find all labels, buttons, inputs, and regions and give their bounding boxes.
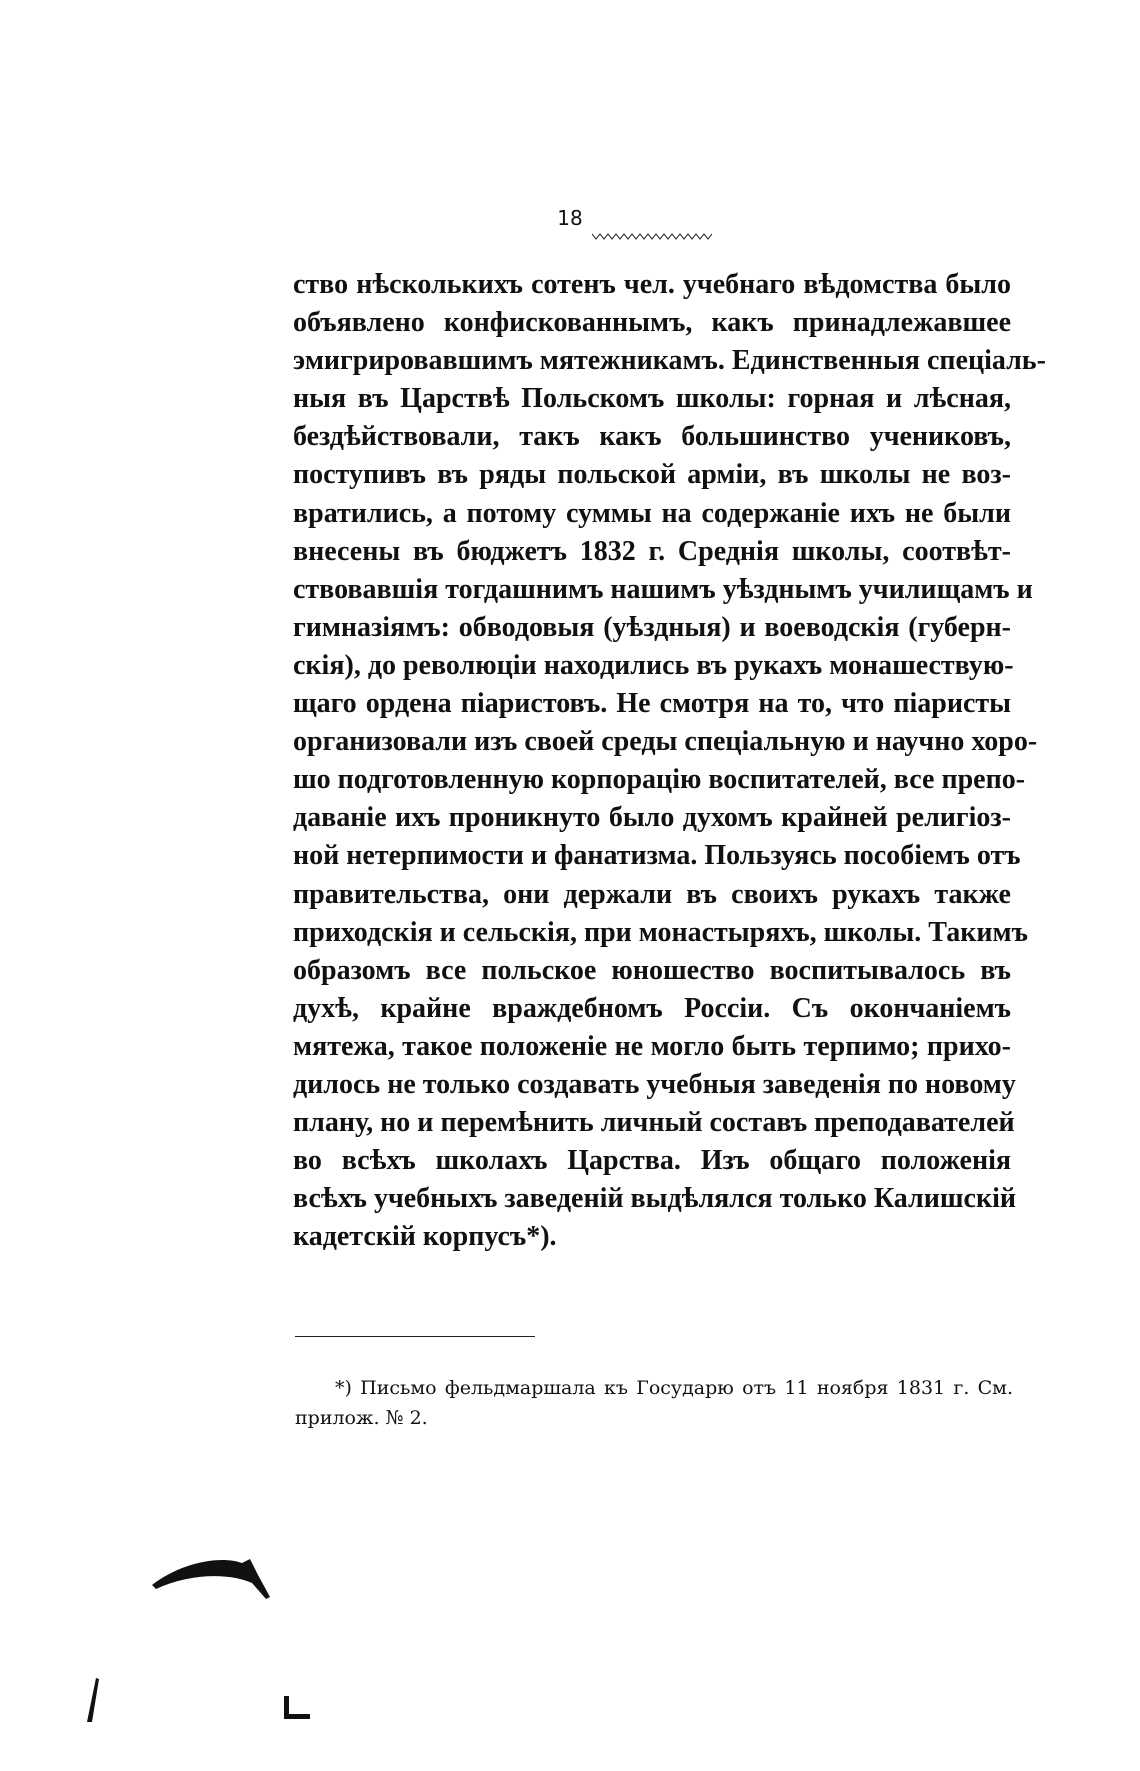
body-text <box>293 266 1046 1256</box>
footnote <box>295 1373 1013 1433</box>
body-line: дилось не только создавать учебныя заведенія по новому <box>293 1068 1016 1100</box>
footnote-line: прилож. № 2. <box>295 1407 428 1429</box>
body-line: шо подготовленную корпорацію воспитателей, все препо- <box>293 764 1026 796</box>
body-line: ство нѣсколькихъ сотенъ чел. учебнаго вѣдомства было <box>293 269 1011 300</box>
body-line: щаго ордена піаристовъ. Не смотря на то, что піаристы <box>293 688 1011 720</box>
body-line: образомъ все польское юношество воспитывалось въ <box>293 954 1011 986</box>
body-line: поступивъ въ ряды польской арміи, въ школы не воз- <box>293 459 1011 491</box>
body-line: правительства, они держали въ своихъ рукахъ также <box>293 878 1011 910</box>
scan-mark-arc <box>150 1545 275 1610</box>
body-line-last: кадетскій корпусъ*). <box>293 1221 557 1253</box>
body-line: эмигрировавшимъ мятежникамъ. Единственныя спеціаль- <box>293 345 1046 377</box>
page-number: 18 <box>557 206 583 230</box>
scan-mark-slash <box>84 1676 104 1726</box>
body-line: бездѣйствовали, такъ какъ большинство учениковъ, <box>293 421 1011 453</box>
footnote-line: *) Письмо фельдмаршала къ Государю отъ 11 ноября 1831 г. См. <box>335 1377 1013 1399</box>
body-line: внесены въ бюджетъ 1832 г. Среднія школы, соотвѣт- <box>293 535 1011 567</box>
body-line: скія), до революціи находились въ рукахъ монашествую- <box>293 649 1014 681</box>
body-line: организовали изъ своей среды спеціальную и научно хоро- <box>293 726 1038 758</box>
body-line: объявлено конфискованнымъ, какъ принадлежавшее <box>293 307 1011 339</box>
body-line: духѣ, крайне враждебномъ Россіи. Съ окончаніемъ <box>293 992 1011 1024</box>
body-line: вратились, а потому суммы на содержаніе ихъ не были <box>293 497 1011 529</box>
body-line: всѣхъ учебныхъ заведеній выдѣлялся только Калишскій <box>293 1183 1017 1215</box>
body-line: ной нетерпимости и фанатизма. Пользуясь пособіемъ отъ <box>293 840 1021 872</box>
body-line: во всѣхъ школахъ Царства. Изъ общаго положенія <box>293 1145 1011 1177</box>
footnote-rule <box>295 1336 535 1337</box>
body-line: плану, но и перемѣнить личный составъ преподавателей <box>293 1107 1015 1139</box>
page-number-ornament <box>592 232 712 242</box>
body-line: гимназіямъ: обводовыя (уѣздныя) и воеводскія (губерн- <box>293 611 1011 643</box>
body-line: приходскія и сельскія, при монастыряхъ, школы. Такимъ <box>293 916 1028 948</box>
body-line: ныя въ Царствѣ Польскомъ школы: горная и лѣсная, <box>293 383 1011 415</box>
body-line: ствовавшія тогдашнимъ нашимъ уѣзднымъ училищамъ и <box>293 573 1033 605</box>
body-line: даваніе ихъ проникнуто было духомъ крайней религіоз- <box>293 802 1011 834</box>
body-line: мятежа, такое положеніе не могло быть терпимо; прихо- <box>293 1030 1011 1062</box>
scan-mark-corner <box>282 1694 312 1724</box>
